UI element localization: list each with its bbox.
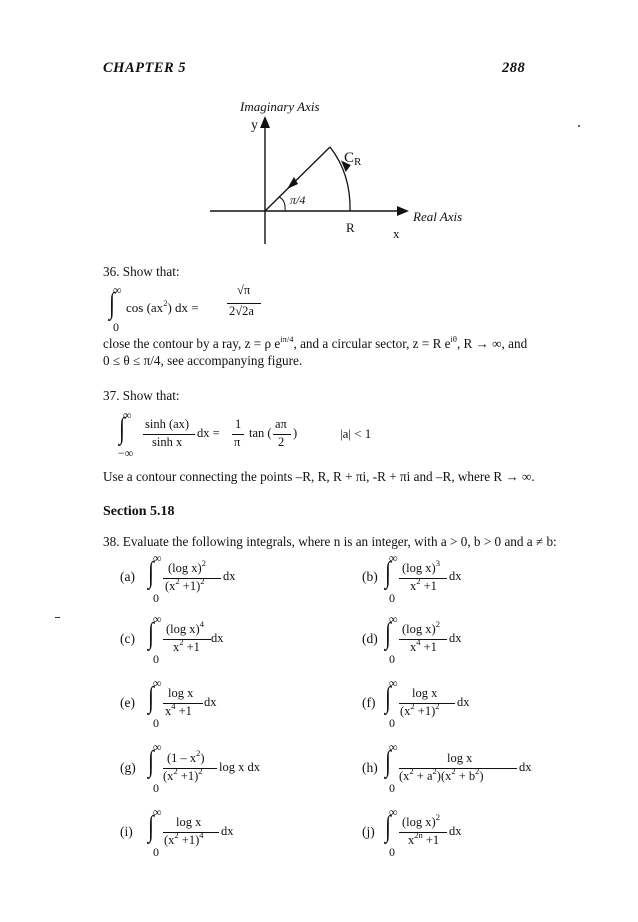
integral-sign: ∫ <box>148 810 154 843</box>
angle-label: π/4 <box>290 193 306 207</box>
angle-arc <box>279 197 285 211</box>
item-f-upper: ∞ <box>389 676 398 690</box>
item-i-upper: ∞ <box>153 805 162 819</box>
item-h-label: (h) <box>362 760 378 775</box>
p37-coef-num: 1 <box>235 417 242 431</box>
y-axis-arrow <box>260 116 270 128</box>
page-number: 288 <box>502 60 526 76</box>
item-g-tail: log x dx <box>219 760 260 774</box>
item-b-upper: ∞ <box>389 551 398 565</box>
item-c-label: (c) <box>120 631 135 646</box>
item-d-upper: ∞ <box>389 612 398 626</box>
p36-integral-sign: ∫ <box>109 287 115 320</box>
item-a-denominator: $(x^2 +1)^2$ <box>165 576 205 593</box>
contour-diagram <box>195 112 425 247</box>
p37-numerator: sinh (ax) <box>145 417 190 431</box>
item-a-dx: dx <box>223 569 236 583</box>
item-c-upper: ∞ <box>153 612 162 626</box>
p36-integrand: $\cos (ax^2)$ dx = <box>126 298 199 315</box>
section-heading: Section 5.18 <box>103 504 175 519</box>
item-b-denominator: $x^2 +1$ <box>410 576 437 593</box>
item-h-lower: 0 <box>389 781 395 795</box>
item-j-dx: dx <box>449 824 462 838</box>
item-j-label: (j) <box>362 824 375 839</box>
item-i-label: (i) <box>120 824 133 839</box>
item-i-numerator: log x <box>176 815 202 829</box>
p37-close-paren: ) <box>293 426 298 440</box>
item-g-lower: 0 <box>153 781 159 795</box>
p36-rhs-denominator: 2√2a <box>229 304 254 318</box>
integral-sign: ∫ <box>385 810 391 843</box>
problem-37-intro: 37. Show that: <box>103 388 180 403</box>
r-label: R <box>346 220 355 235</box>
item-d-dx: dx <box>449 631 462 645</box>
item-h-dx: dx <box>519 760 532 774</box>
item-f-denominator: $(x^2 +1)^2$ <box>400 701 440 718</box>
p37-denominator: sinh x <box>152 435 183 449</box>
item-b-lower: 0 <box>389 591 395 605</box>
integral-sign: ∫ <box>385 556 391 589</box>
x-label: x <box>393 226 400 241</box>
p37-condition: |a| < 1 <box>340 426 372 441</box>
p37-arg-den: 2 <box>278 435 285 449</box>
integral-sign: ∫ <box>385 617 391 650</box>
item-h-denominator: $(x^2 + a^2)(x^2 + b^2)$ <box>399 766 484 783</box>
integral-sign: ∫ <box>148 556 154 589</box>
item-d-numerator: (log x)$^2$ <box>402 619 440 636</box>
item-g-upper: ∞ <box>153 740 162 754</box>
item-c-denominator: $x^2 +1$ <box>173 637 200 654</box>
chapter-heading: CHAPTER 5 <box>103 60 187 76</box>
margin-mark <box>55 617 60 618</box>
item-i-denominator: $(x^2 +1)^4$ <box>164 830 204 847</box>
p36-rhs-numerator: √π <box>237 283 251 297</box>
item-f-dx: dx <box>457 695 470 709</box>
item-b-numerator: (log x)$^3$ <box>402 558 440 575</box>
ray-arrow <box>287 177 298 189</box>
x-axis-arrow <box>397 206 409 216</box>
item-i-lower: 0 <box>153 845 159 859</box>
item-c-dx: dx <box>211 631 224 645</box>
item-a-upper: ∞ <box>153 551 162 565</box>
problem-38-intro: 38. Evaluate the following integrals, where n is an integer, with a > 0, b > 0 and a ≠ b: <box>103 534 557 549</box>
integral-sign: ∫ <box>148 745 154 778</box>
item-a-numerator: (log x)$^2$ <box>168 558 206 575</box>
item-a-lower: 0 <box>153 591 159 605</box>
item-j-upper: ∞ <box>389 805 398 819</box>
p37-text: Use a contour connecting the points –R, R, R + πi, -R + πi and –R, where R → ∞. <box>103 469 535 484</box>
item-d-denominator: $x^4 +1$ <box>410 637 437 654</box>
item-e-lower: 0 <box>153 716 159 730</box>
real-axis-title: Real Axis <box>413 209 463 224</box>
arc-label: $C_R$ <box>344 150 362 168</box>
problem-36-intro: 36. Show that: <box>103 264 180 279</box>
item-e-label: (e) <box>120 695 135 710</box>
item-j-numerator: (log x)$^2$ <box>402 812 440 829</box>
p36-text-line2: 0 ≤ θ ≤ π/4, see accompanying figure. <box>103 353 303 368</box>
item-j-lower: 0 <box>389 845 395 859</box>
p36-text-line1: close the contour by a ray, z = ρ $e^{i\pi/4}$, and a circular sector, z = R $e^{i\theta}$, R → ∞, and <box>103 334 528 351</box>
p37-integral-sign: ∫ <box>119 412 125 445</box>
p37-arg-num: aπ <box>275 417 287 431</box>
item-c-lower: 0 <box>153 652 159 666</box>
item-f-lower: 0 <box>389 716 395 730</box>
item-d-lower: 0 <box>389 652 395 666</box>
item-g-denominator: $(x^2 +1)^2$ <box>163 766 203 783</box>
item-h-numerator: log x <box>447 751 473 765</box>
p37-tan: tan ( <box>249 426 272 440</box>
item-e-upper: ∞ <box>153 676 162 690</box>
item-f-numerator: log x <box>412 686 438 700</box>
integral-sign: ∫ <box>385 745 391 778</box>
integral-sign: ∫ <box>148 617 154 650</box>
imaginary-axis-title: Imaginary Axis <box>240 99 320 114</box>
stray-mark <box>578 125 580 127</box>
p36-lower-limit: 0 <box>113 320 119 334</box>
item-e-denominator: $x^4 +1$ <box>165 701 192 718</box>
p37-lower-limit: −∞ <box>118 446 134 460</box>
item-e-numerator: log x <box>168 686 194 700</box>
p37-coef-den: π <box>234 435 241 449</box>
y-label: y <box>251 118 258 133</box>
integral-sign: ∫ <box>148 681 154 714</box>
integral-sign: ∫ <box>385 681 391 714</box>
p37-upper-limit: ∞ <box>123 408 132 422</box>
item-h-upper: ∞ <box>389 740 398 754</box>
item-b-dx: dx <box>449 569 462 583</box>
item-g-numerator: $(1 - x^2)$ <box>167 748 205 765</box>
item-b-label: (b) <box>362 569 378 584</box>
item-e-dx: dx <box>204 695 217 709</box>
item-c-numerator: (log x)$^4$ <box>166 619 204 636</box>
item-g-label: (g) <box>120 760 136 775</box>
item-a-label: (a) <box>120 569 135 584</box>
item-i-dx: dx <box>221 824 234 838</box>
p36-upper-limit: ∞ <box>113 283 122 297</box>
item-d-label: (d) <box>362 631 378 646</box>
item-j-denominator: $x^{2n} +1$ <box>408 830 440 847</box>
p37-dx-equals: dx = <box>197 426 220 440</box>
item-f-label: (f) <box>362 695 376 710</box>
